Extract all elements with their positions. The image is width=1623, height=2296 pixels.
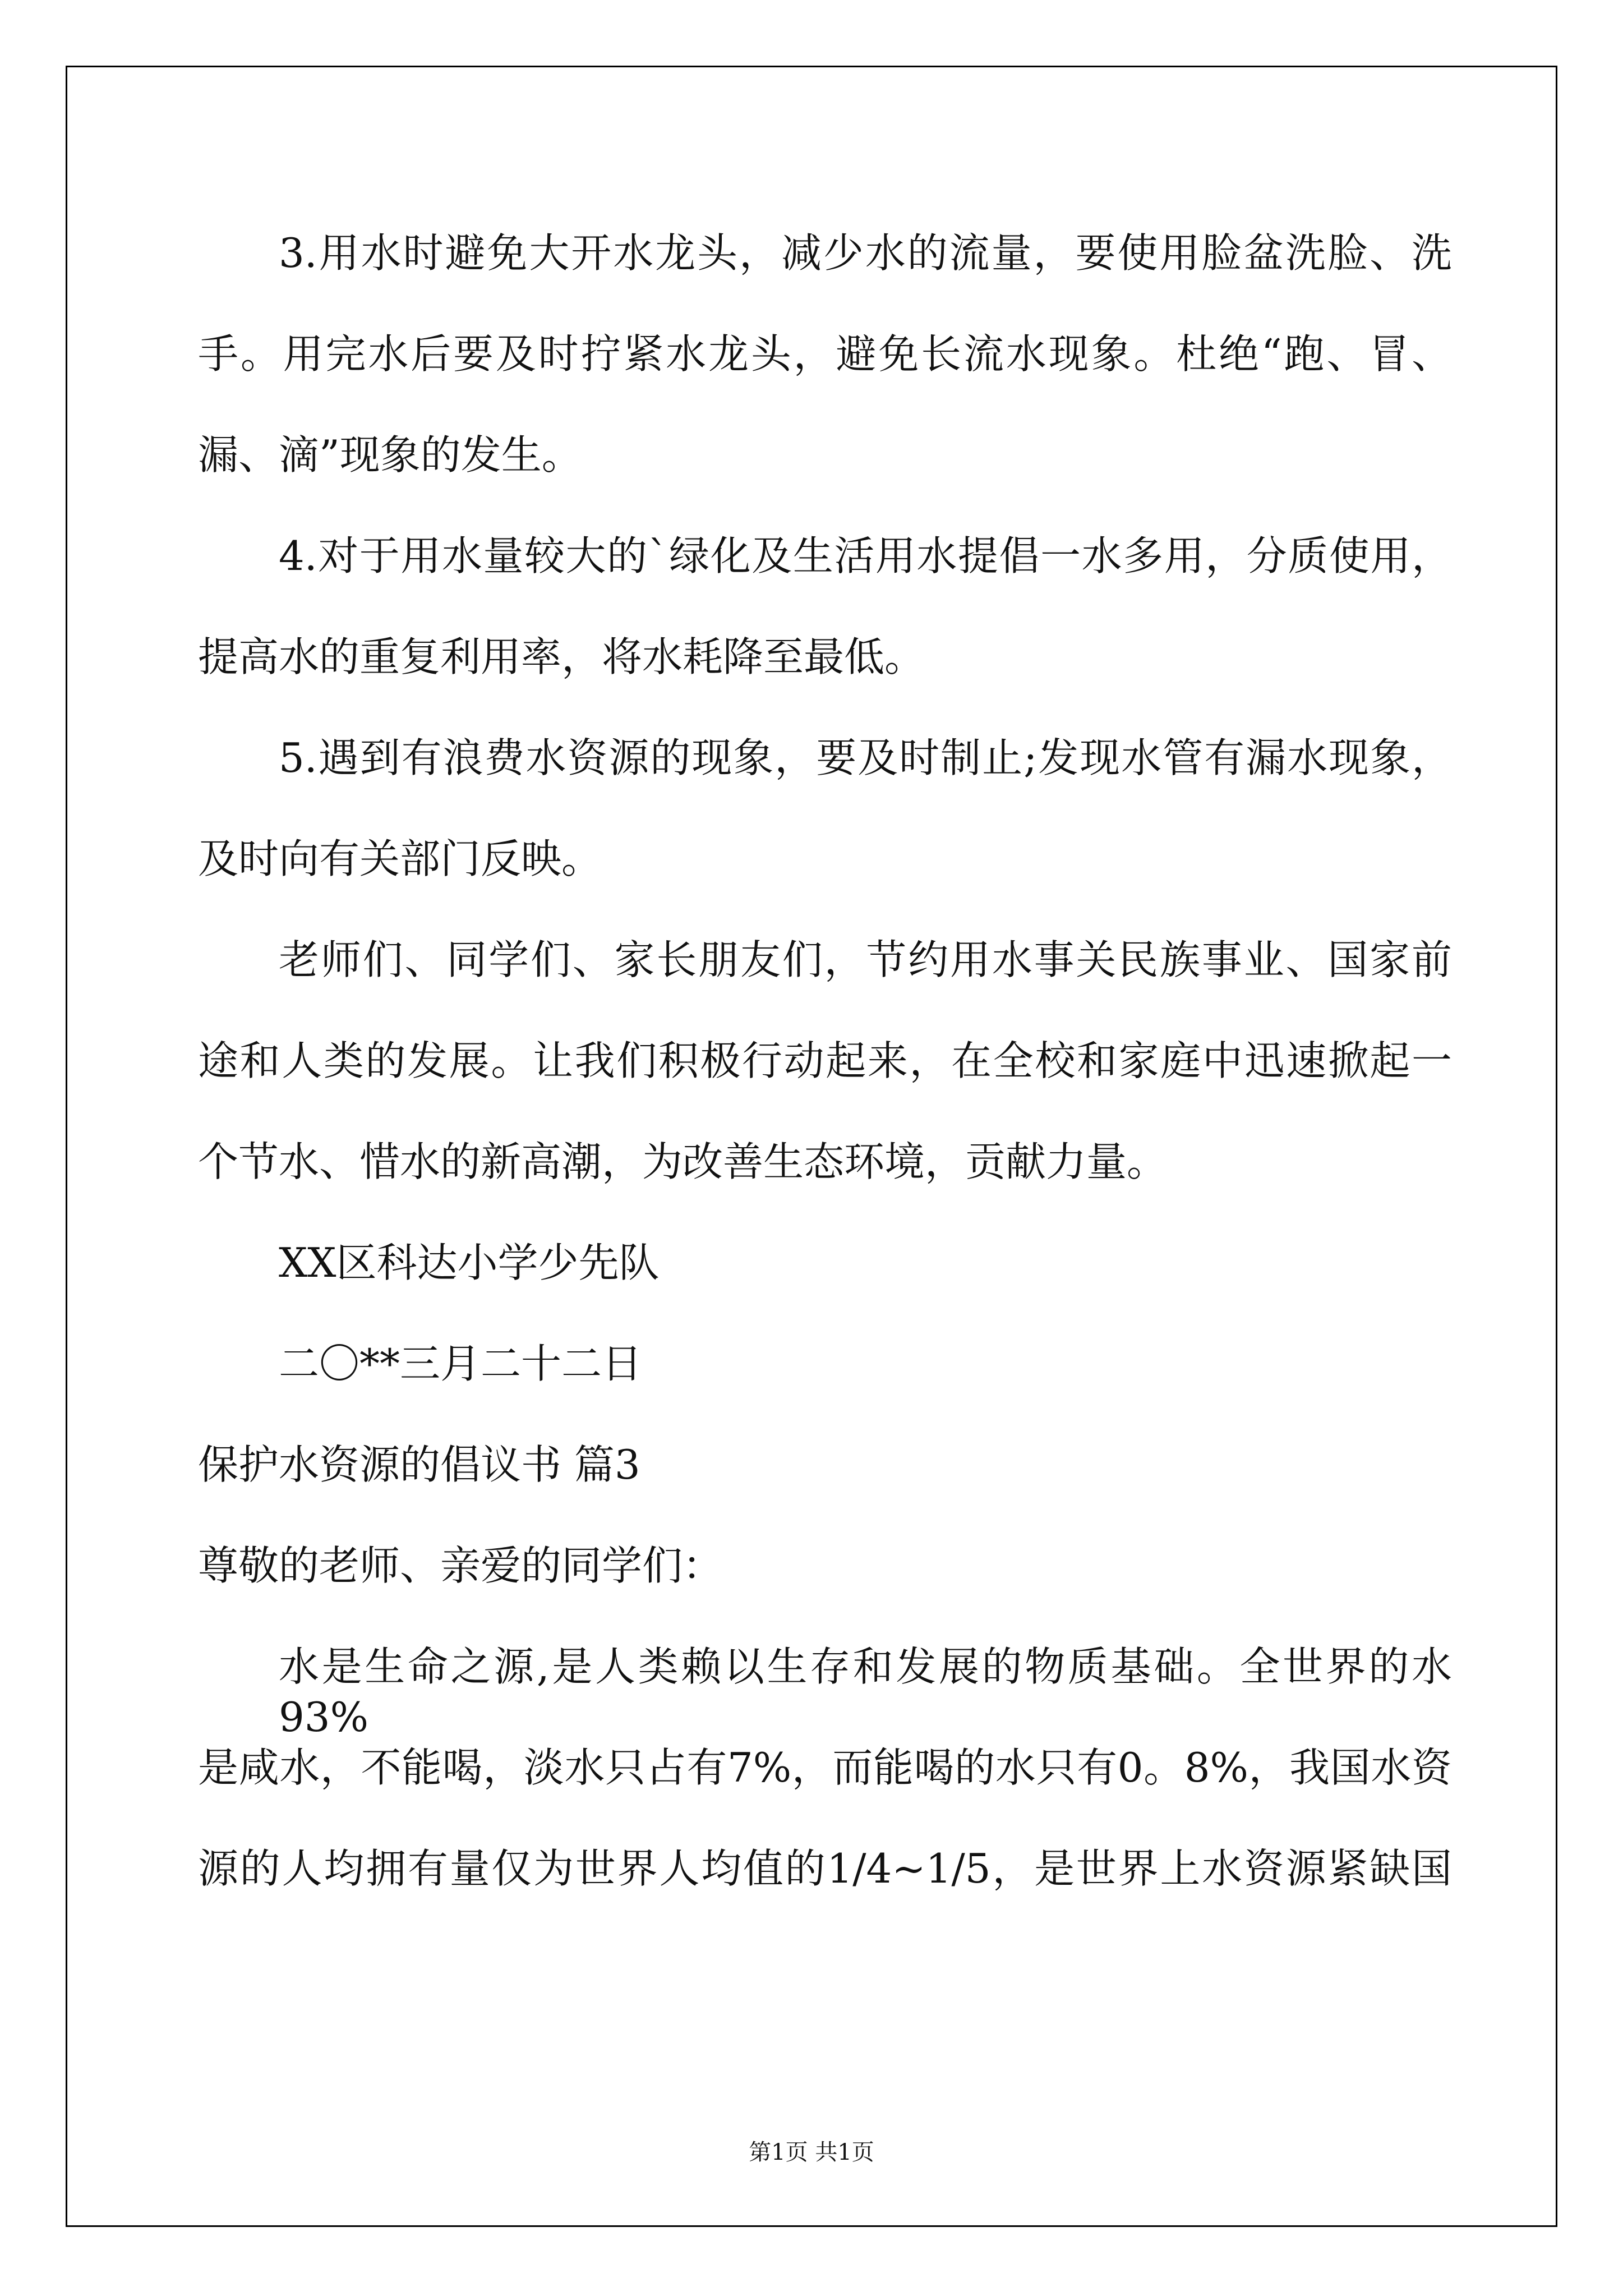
paragraph-line: 手。用完水后要及时拧紧水龙头，避免长流水现象。杜绝“跑、冒、 [198,330,1452,378]
paragraph-line: 漏、滴”现象的发生。 [198,431,582,478]
paragraph-line: 途和人类的发展。让我们积极行动起来，在全校和家庭中迅速掀起一 [198,1037,1452,1084]
paragraph-line: 提高水的重复利用率，将水耗降至最低。 [198,633,925,680]
signature-org: XX区科达小学少先队 [279,1239,660,1286]
paragraph-line: 个节水、惜水的新高潮，为改善生态环境，贡献力量。 [198,1138,1168,1185]
salutation: 尊敬的老师、亲爱的同学们： [198,1542,723,1589]
section-title: 保护水资源的倡议书 篇3 [198,1441,640,1488]
paragraph-line: 水是生命之源,是人类赖以生存和发展的物质基础。全世界的水93% [279,1643,1452,1741]
paragraph-line: 3.用水时避免大开水龙头，减少水的流量，要使用脸盆洗脸、洗 [279,229,1452,277]
paragraph-line: 5.遇到有浪费水资源的现象，要及时制止;发现水管有漏水现象， [279,734,1452,781]
signature-date: 二〇**三月二十二日 [279,1340,643,1387]
page-footer: 第1页 共1页 [749,2139,874,2165]
paragraph-line: 是咸水，不能喝，淡水只占有7%，而能喝的水只有0。8%，我国水资 [198,1744,1452,1791]
paragraph-line: 老师们、同学们、家长朋友们，节约用水事关民族事业、国家前 [279,936,1452,983]
paragraph-line: 源的人均拥有量仅为世界人均值的1/4~1/5，是世界上水资源紧缺国 [198,1845,1452,1892]
paragraph-line: 及时向有关部门反映。 [198,835,602,882]
paragraph-line: 4.对于用水量较大的`绿化及生活用水提倡一水多用，分质使用， [279,532,1452,579]
